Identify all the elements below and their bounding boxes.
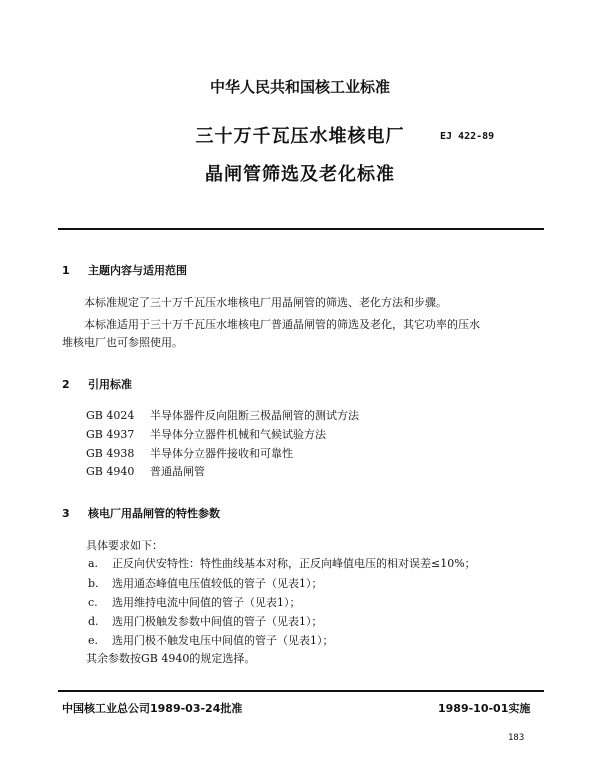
reference-code: GB 4937 — [86, 428, 135, 441]
list-marker: d. — [88, 615, 99, 628]
list-item — [88, 555, 476, 571]
reference-standard — [86, 463, 205, 479]
list-item — [88, 613, 323, 629]
list-item — [88, 632, 334, 648]
list-marker: c. — [88, 596, 98, 609]
implementation-date: 1989-10-01实施 — [438, 702, 531, 715]
document-title-line-2: 晶闸管筛选及老化标准 — [205, 164, 395, 185]
list-marker: b. — [88, 577, 99, 590]
list-marker: a. — [88, 557, 99, 570]
section-title: 主题内容与适用范围 — [88, 264, 187, 277]
footer-divider — [58, 690, 544, 692]
section-2-heading — [62, 376, 132, 392]
list-text: 选用门极触发参数中间值的管子（见表1）； — [112, 615, 323, 628]
list-item — [88, 594, 301, 610]
list-text: 正反向伏安特性：特性曲线基本对称，正反向峰值电压的相对误差≤10%； — [112, 557, 476, 570]
section-title: 核电厂用晶闸管的特性参数 — [88, 507, 220, 520]
list-text: 选用维持电流中间值的管子（见表1）； — [112, 596, 301, 609]
reference-title: 普通晶闸管 — [150, 465, 205, 478]
reference-code: GB 4938 — [86, 447, 135, 460]
section-1-heading — [62, 262, 187, 278]
header-divider — [58, 228, 544, 230]
section-3-intro: 具体要求如下： — [86, 539, 163, 552]
section-1-paragraph: 本标准适用于三十万千瓦压水堆核电厂普通晶闸管的筛选及老化，其它功率的压水 — [84, 318, 480, 331]
reference-standard — [86, 407, 359, 423]
standard-number: EJ 422-89 — [440, 131, 495, 142]
list-text: 选用通态峰值电压值较低的管子（见表1）； — [112, 577, 323, 590]
reference-code: GB 4940 — [86, 465, 135, 478]
reference-standard — [86, 426, 326, 442]
list-marker: e. — [88, 634, 99, 647]
reference-code: GB 4024 — [86, 409, 135, 422]
page-number: 183 — [508, 733, 525, 743]
section-number: 2 — [62, 378, 70, 391]
document-title-line-1: 三十万千瓦压水堆核电厂 — [195, 126, 405, 147]
list-text: 选用门极不触发电压中间值的管子（见表1）； — [112, 634, 334, 647]
section-3-heading — [62, 505, 220, 521]
section-number: 3 — [62, 507, 70, 520]
list-item — [88, 575, 323, 591]
reference-title: 半导体器件反向阻断三极晶闸管的测试方法 — [150, 409, 359, 422]
reference-standard — [86, 445, 293, 461]
section-3-closing: 其余参数按GB 4940的规定选择。 — [86, 652, 256, 665]
issuing-organization: 中华人民共和国核工业标准 — [209, 78, 390, 96]
reference-title: 半导体分立器件机械和气候试验方法 — [150, 428, 326, 441]
section-1-paragraph: 本标准规定了三十万千瓦压水堆核电厂用晶闸管的筛选、老化方法和步骤。 — [84, 296, 447, 309]
reference-title: 半导体分立器件接收和可靠性 — [150, 447, 293, 460]
section-title: 引用标准 — [88, 378, 132, 391]
section-1-paragraph-continuation: 堆核电厂也可参照使用。 — [62, 336, 183, 349]
approval-date: 中国核工业总公司1989-03-24批准 — [62, 702, 243, 715]
section-number: 1 — [62, 264, 70, 277]
